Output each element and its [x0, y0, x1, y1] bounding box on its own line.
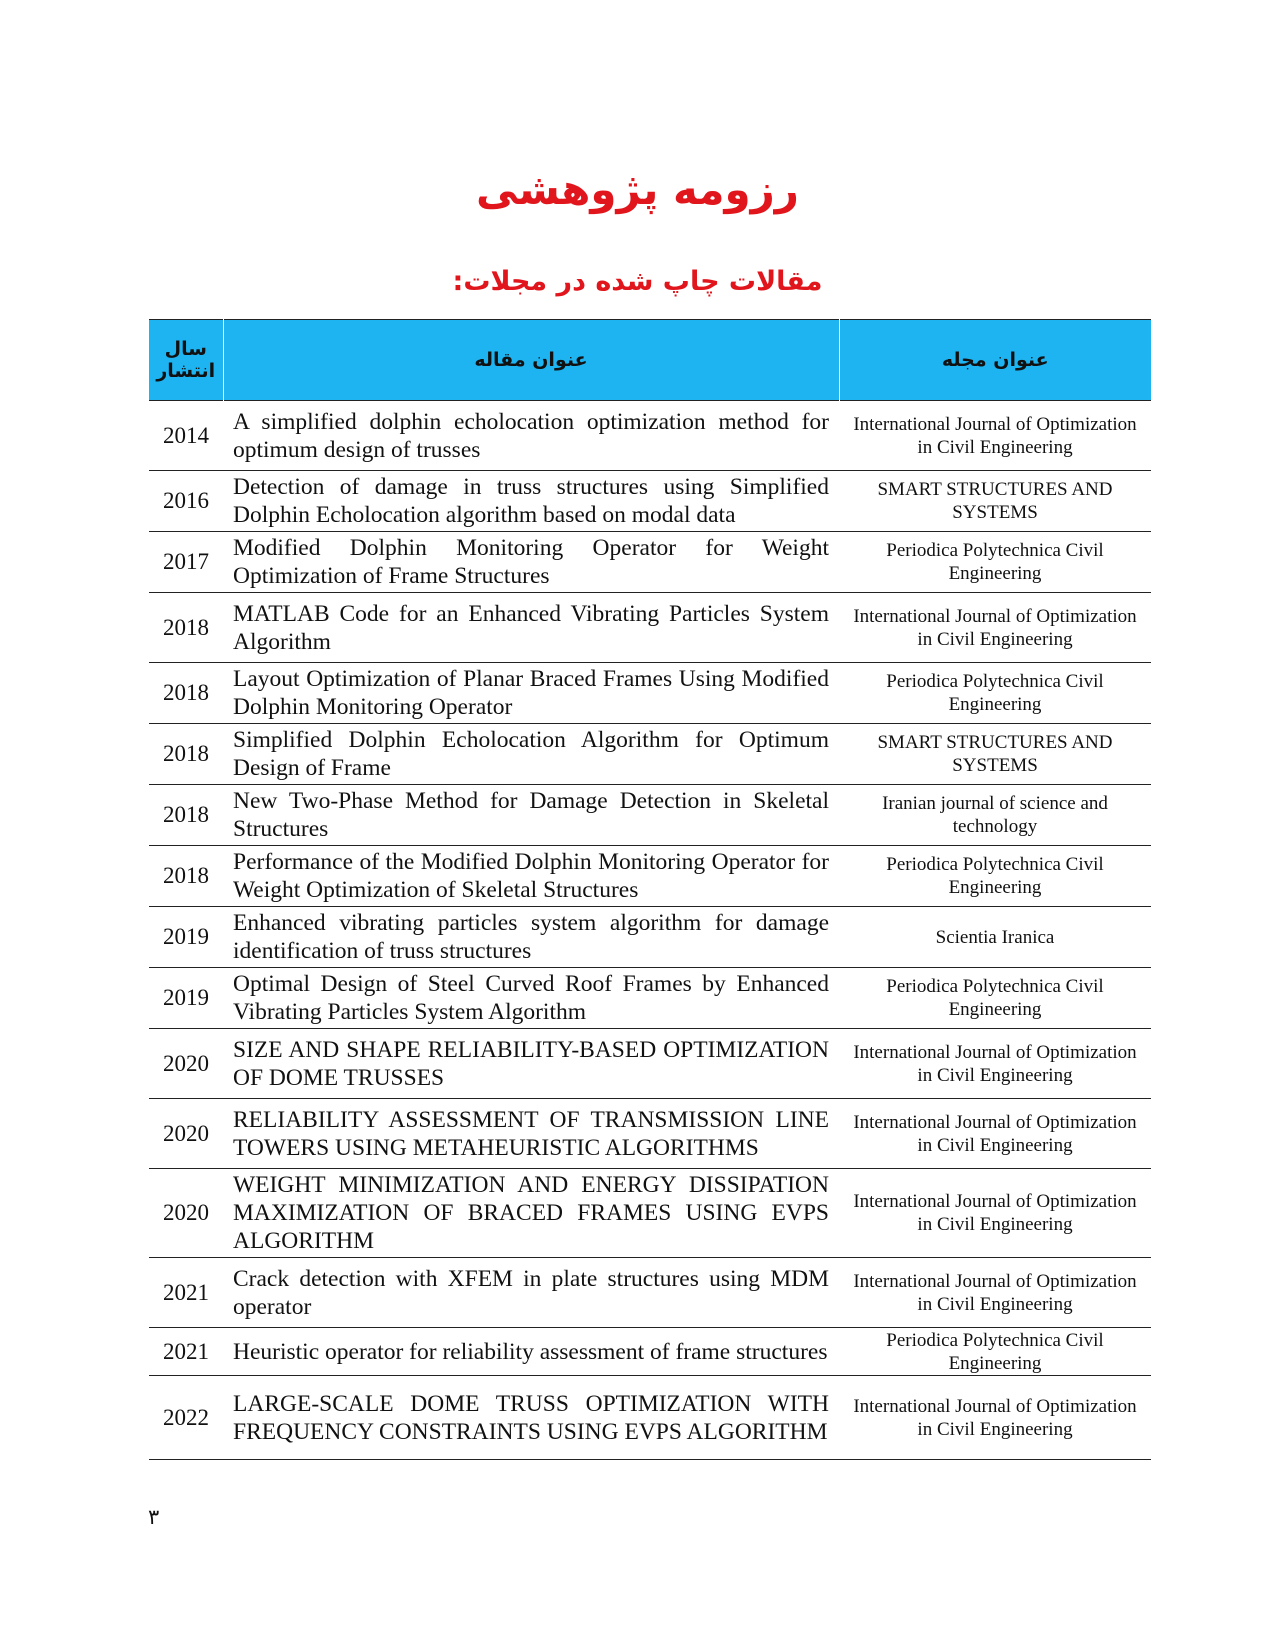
journal-cell: Periodica Polytechnica Civil Engineering [886, 540, 1104, 584]
article-title-cell: Performance of the Modified Dolphin Monitoring Operator for Weight Optimization of Skeletal Structures [233, 849, 829, 903]
table-row [149, 1169, 1151, 1258]
table-row [149, 907, 1151, 968]
year-cell: 2019 [163, 924, 209, 949]
table-row [149, 593, 1151, 663]
journal-cell: SMART STRUCTURES AND SYSTEMS [877, 479, 1113, 523]
year-cell: 2019 [163, 985, 209, 1010]
article-title-cell: RELIABILITY ASSESSMENT OF TRANSMISSION LINE TOWERS USING METAHEURISTIC ALGORITHMS [233, 1106, 829, 1161]
year-cell: 2017 [163, 549, 209, 574]
table-row [149, 785, 1151, 846]
article-title-cell: New Two-Phase Method for Damage Detection in Skeletal Structures [233, 788, 829, 842]
year-cell: 2018 [163, 741, 209, 766]
page-title: رزومه پژوهشی [476, 165, 799, 214]
journal-cell: Periodica Polytechnica Civil Engineering [886, 976, 1104, 1020]
article-title-cell: WEIGHT MINIMIZATION AND ENERGY DISSIPATION MAXIMIZATION OF BRACED FRAMES USING EVPS ALGORITHM [233, 1172, 829, 1254]
header-journal-title: عنوان مجله [941, 349, 1049, 371]
table-row [149, 846, 1151, 907]
article-title-cell: MATLAB Code for an Enhanced Vibrating Particles System Algorithm [233, 600, 829, 655]
year-cell: 2020 [163, 1200, 209, 1225]
year-cell: 2018 [163, 802, 209, 827]
year-cell: 2018 [163, 614, 209, 640]
year-cell: 2021 [163, 1338, 209, 1364]
journal-cell: Periodica Polytechnica Civil Engineering [886, 854, 1104, 898]
article-title-cell: Enhanced vibrating particles system algorithm for damage identification of truss structures [233, 910, 829, 964]
journal-cell: International Journal of Optimization in Civil Engineering [853, 1395, 1137, 1440]
section-title: مقالات چاپ شده در مجلات: [452, 266, 823, 297]
table-row [149, 724, 1151, 785]
year-cell: 2016 [163, 488, 209, 513]
table-header-row [149, 320, 1151, 401]
table-row [149, 532, 1151, 593]
table-row [149, 663, 1151, 724]
article-title-cell: Detection of damage in truss structures using Simplified Dolphin Echolocation algorithm based on modal data [233, 474, 829, 528]
page-number: ۳ [148, 1505, 160, 1529]
table-row [149, 1029, 1151, 1099]
article-title-cell: A simplified dolphin echolocation optimization method for optimum design of trusses [233, 408, 829, 463]
year-cell: 2022 [163, 1404, 209, 1430]
article-title-cell: Optimal Design of Steel Curved Roof Frames by Enhanced Vibrating Particles System Algorithm [233, 971, 829, 1025]
table-row [149, 1099, 1151, 1169]
table-row [149, 471, 1151, 532]
publications-table [149, 319, 1151, 1460]
table-row [149, 401, 1151, 471]
journal-cell: SMART STRUCTURES AND SYSTEMS [877, 732, 1113, 776]
year-cell: 2018 [163, 680, 209, 705]
journal-cell: International Journal of Optimization in Civil Engineering [853, 1191, 1137, 1235]
journal-cell: International Journal of Optimization in Civil Engineering [853, 1041, 1137, 1086]
table-row [149, 1376, 1151, 1460]
article-title-cell: Crack detection with XFEM in plate structures using MDM operator [233, 1265, 829, 1320]
year-cell: 2018 [163, 863, 209, 888]
year-cell: 2014 [163, 422, 209, 448]
table-row [149, 1328, 1151, 1376]
journal-cell: International Journal of Optimization in Civil Engineering [853, 1111, 1137, 1156]
journal-cell: Scientia Iranica [935, 926, 1055, 948]
header-article-title: عنوان مقاله [223, 320, 839, 401]
table-row [149, 1258, 1151, 1328]
year-cell: 2020 [163, 1120, 209, 1146]
table-body [149, 401, 1151, 1460]
journal-cell: International Journal of Optimization in Civil Engineering [853, 1270, 1137, 1315]
article-title-cell: Heuristic operator for reliability assessment of frame structures [233, 1338, 828, 1365]
journal-cell: International Journal of Optimization in Civil Engineering [853, 605, 1137, 650]
article-title-cell: SIZE AND SHAPE RELIABILITY-BASED OPTIMIZATION OF DOME TRUSSES [233, 1036, 829, 1091]
journal-cell: Periodica Polytechnica Civil Engineering [886, 1329, 1104, 1374]
journal-cell: International Journal of Optimization in Civil Engineering [853, 413, 1137, 458]
table-header [149, 320, 1151, 401]
journal-cell: Periodica Polytechnica Civil Engineering [886, 671, 1104, 715]
year-cell: 2020 [163, 1050, 209, 1076]
article-title-cell: Layout Optimization of Planar Braced Frames Using Modified Dolphin Monitoring Operator [233, 666, 829, 720]
table-row [149, 968, 1151, 1029]
publications-table-container [149, 319, 1151, 1460]
article-title-cell: LARGE-SCALE DOME TRUSS OPTIMIZATION WITH FREQUENCY CONSTRAINTS USING EVPS ALGORITHM [233, 1390, 829, 1445]
article-title-cell: Simplified Dolphin Echolocation Algorithm for Optimum Design of Frame [233, 727, 829, 781]
header-year: سال انتشار [149, 320, 223, 401]
journal-cell: Iranian journal of science and technology [882, 793, 1108, 837]
year-cell: 2021 [163, 1279, 209, 1305]
article-title-cell: Modified Dolphin Monitoring Operator for Weight Optimization of Frame Structures [233, 535, 829, 589]
